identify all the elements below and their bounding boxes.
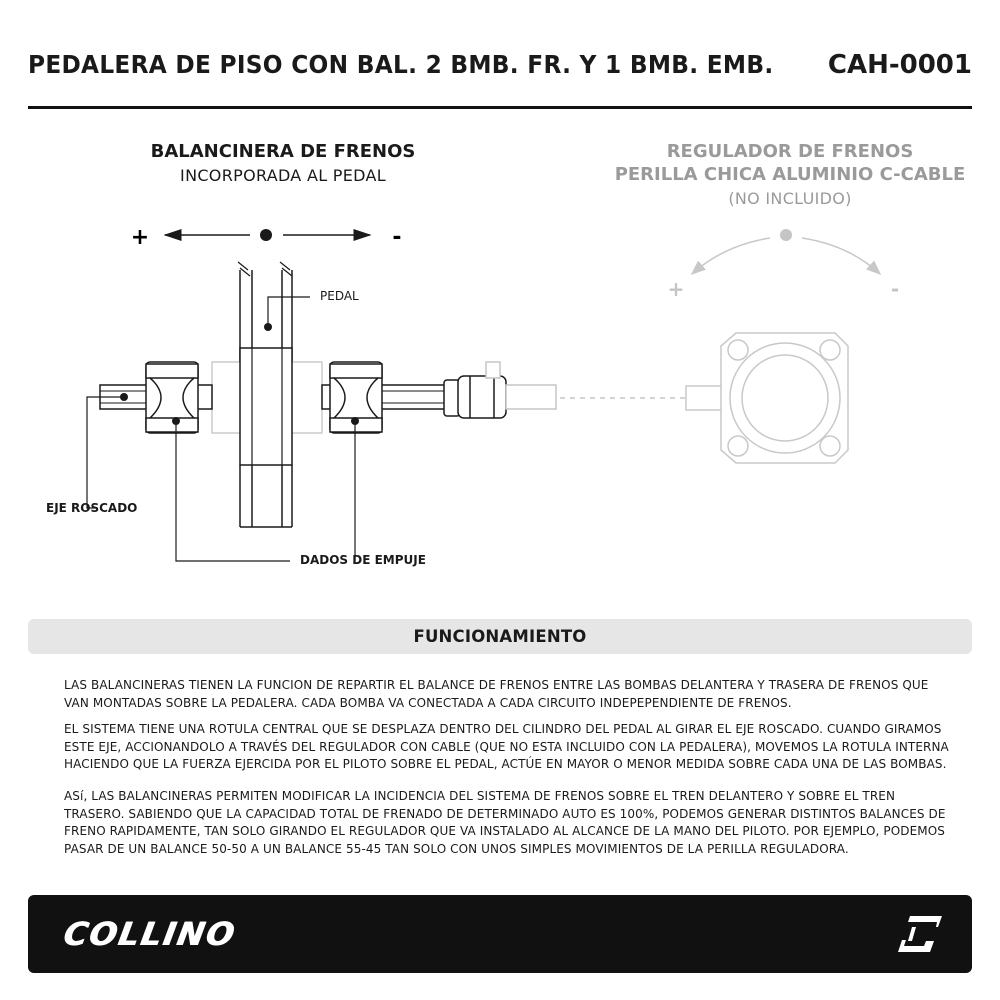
paragraph-2	[64, 721, 954, 774]
regulator-title-line1: REGULADOR DE FRENOS	[666, 141, 914, 162]
balancer-title: BALANCINERA DE FRENOS	[150, 141, 416, 162]
callout-dados-label: DADOS DE EMPUJE	[300, 553, 426, 567]
callout-pedal	[264, 297, 310, 331]
regulator-knob	[686, 333, 848, 463]
brand-logo: COLLINO	[60, 915, 239, 953]
cable-fitting	[444, 362, 556, 418]
push-die-left	[146, 362, 198, 433]
regulator-note: (NO INCLUIDO)	[728, 189, 852, 208]
paragraph-1	[64, 677, 954, 712]
section-title: FUNCIONAMIENTO	[413, 627, 587, 646]
footer-bar	[28, 895, 972, 973]
center-dot	[260, 229, 272, 241]
balancer-direction-indicator	[131, 225, 402, 250]
brand-mark-icon	[896, 914, 944, 954]
balancer-minus-sign: -	[392, 225, 402, 250]
section-header	[28, 619, 972, 654]
paragraph-text: EL SISTEMA TIENE UNA ROTULA CENTRAL QUE SE DESPLAZA DENTRO DEL CILINDRO DEL PEDAL AL GIRAR EL EJE ROSCADO. CUANDO GIRAMOS ESTE EJE, ACCIONANDOLO A TRAVÉS DEL REGULADOR CON CABLE (QUE NO ESTA INCLUIDO CON LA PEDALERA), MOVEMOS LA ROTULA INTERNA HACIENDO QUE LA FUERZA EJERCIDA POR EL PILOTO SOBRE EL PEDAL, ACTÚE EN MAYOR O MENOR MEDIDA SOBRE CADA UNA DE LAS BOMBAS.	[64, 722, 949, 771]
paragraph-3	[64, 788, 954, 858]
paragraph-text: LAS BALANCINERAS TIENEN LA FUNCION DE REPARTIR EL BALANCE DE FRENOS ENTRE LAS BOMBAS DELANTERA Y TRASERA DE FRENOS QUE VAN MONTADAS SOBRE LA PEDALERA. CADA BOMBA VA CONECTADA A CADA CIRCUITO INDEPEPENDIENTE DE FRENOS.	[64, 678, 929, 710]
regulator-title-line2: PERILLA CHICA ALUMINIO C-CABLE	[614, 164, 966, 185]
regulator-plus-sign: +	[667, 277, 685, 301]
regulator-rotation-indicator	[668, 229, 900, 301]
callout-pedal-label: PEDAL	[320, 289, 359, 303]
callout-eje-label: EJE ROSCADO	[46, 501, 138, 515]
pedal-cylinder	[240, 348, 292, 465]
balancer-subtitle: INCORPORADA AL PEDAL	[180, 166, 386, 185]
regulator-minus-sign: -	[890, 277, 900, 301]
callout-eje-roscado	[87, 393, 128, 508]
balancer-plus-sign: +	[130, 225, 150, 250]
product-code: CAH-0001	[827, 50, 972, 80]
page-title: PEDALERA DE PISO CON BAL. 2 BMB. FR. Y 1 BMB. EMB.	[28, 50, 774, 79]
paragraph-text: ASí, LAS BALANCINERAS PERMITEN MODIFICAR LA INCIDENCIA DEL SISTEMA DE FRENOS SOBRE EL TREN DELANTERO Y SOBRE EL TREN TRASERO. SABIENDO QUE LA CAPACIDAD TOTAL DE FRENADO DE DETERMINADO AUTO ES 100%, PODEMOS GENERAR DISTINTOS BALANCES DE FRENO RAPIDAMENTE, TAN SOLO GIRANDO EL REGULADOR QUE VA INSTALADO AL ALCANCE DE LA MANO DEL PILOTO. POR EJEMPLO, PODEMOS PASAR DE UN BALANCE 50-50 A UN BALANCE 55-45 TAN SOLO CON UNOS SIMPLES MOVIMIENTOS DE LA PERILLA REGULADORA.	[64, 789, 946, 856]
